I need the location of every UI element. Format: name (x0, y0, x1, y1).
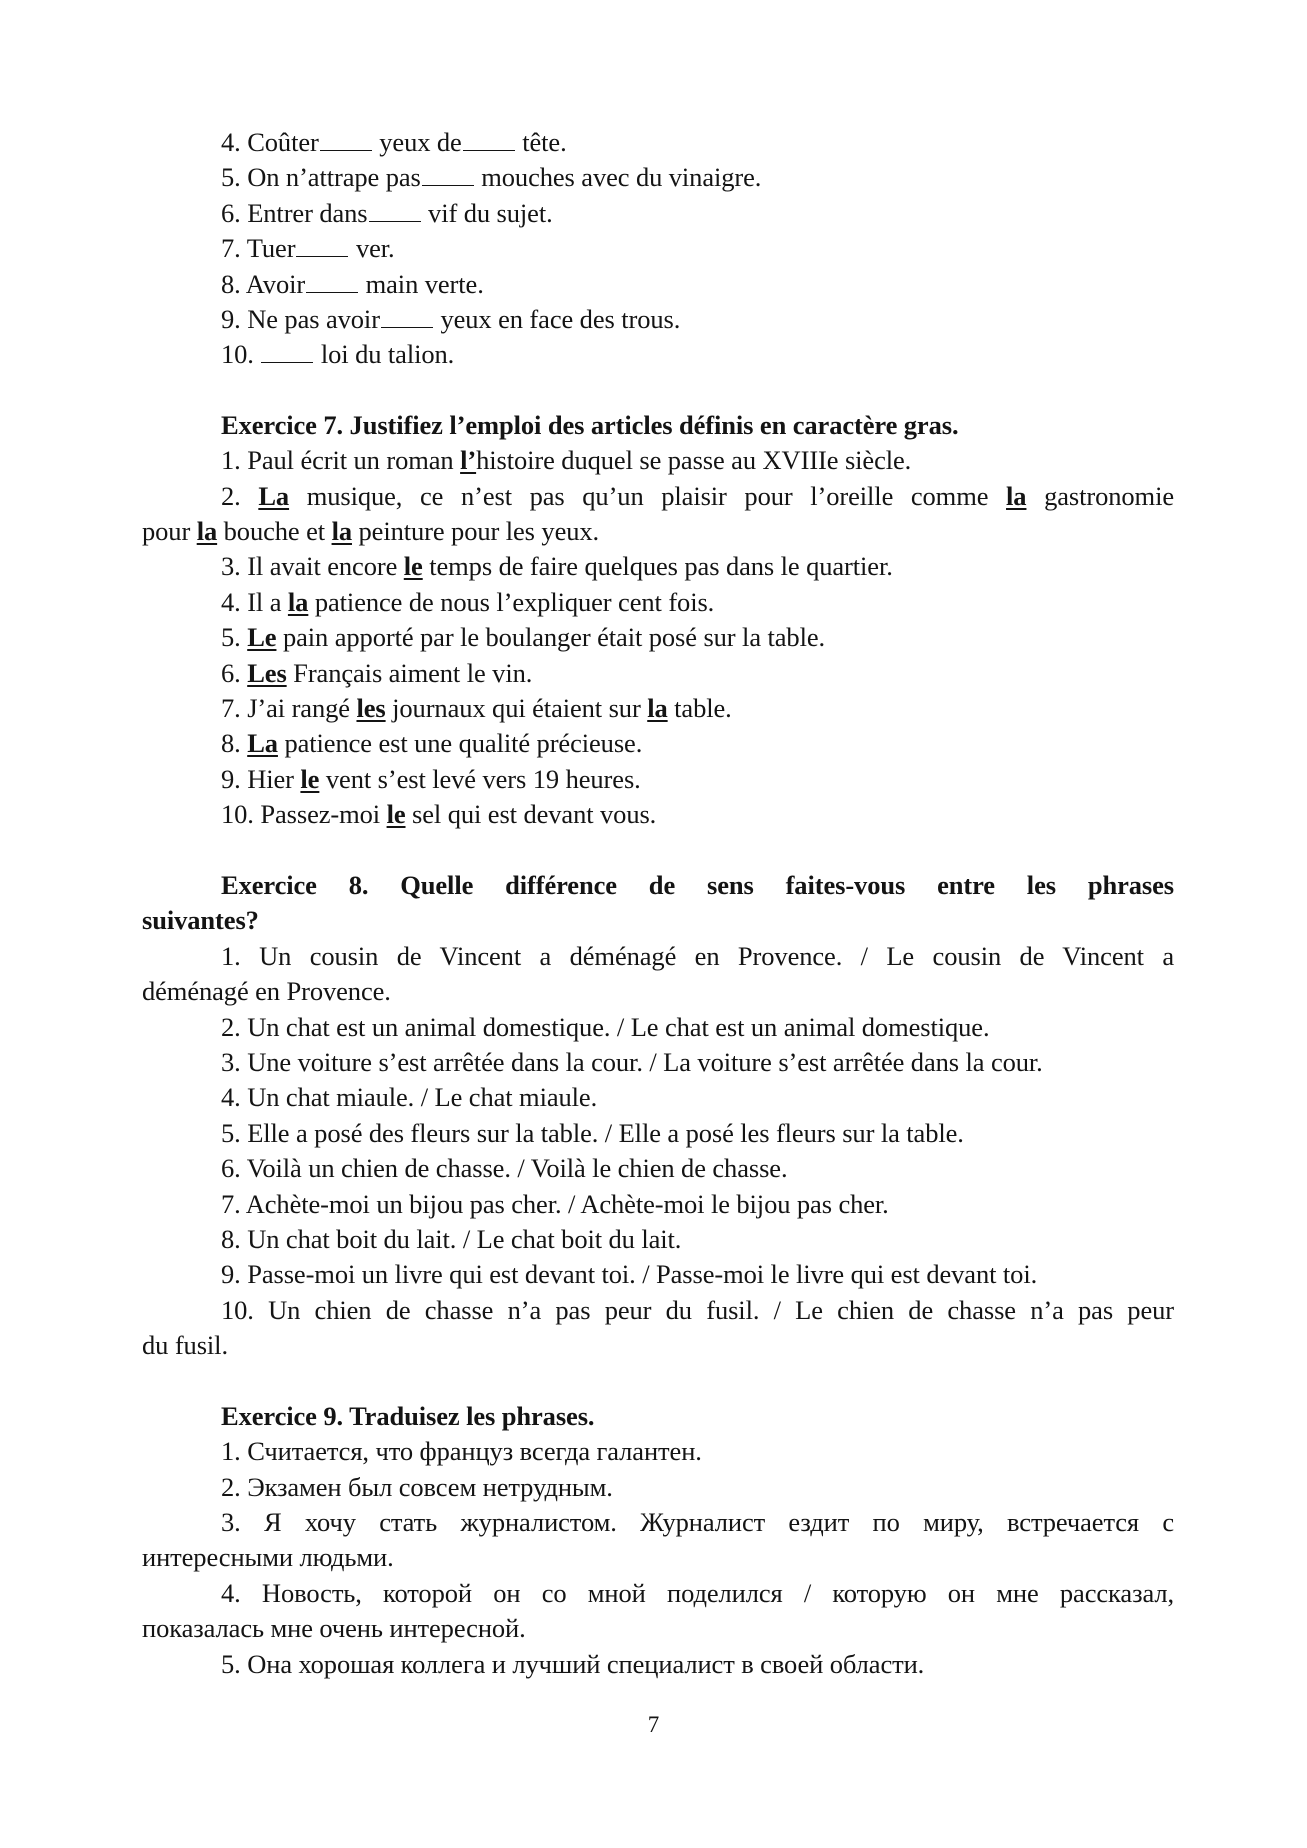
blank (320, 149, 372, 151)
ex9-item-4: 4. Новость, которой он со мной поделился / которую он мне рассказал, (221, 1578, 1174, 1608)
ex7-item-10: 10. Passez-moi le sel qui est devant vous. (221, 799, 657, 829)
ex8-item-2: 2. Un chat est un animal domestique. / Le chat est un animal domestique. (221, 1012, 990, 1042)
ex6-item-7: 7. Tuer ver. (221, 233, 395, 263)
ex7-item-1: 1. Paul écrit un roman l’histoire duquel se passe au XVIIIe siècle. (221, 445, 912, 475)
ex9-item-3-cont: интересными людьми. (142, 1542, 394, 1572)
ex7-item-4: 4. Il a la patience de nous l’expliquer cent fois. (221, 587, 715, 617)
ex7-item-5: 5. Le pain apporté par le boulanger était posé sur la table. (221, 622, 826, 652)
page-number: 7 (647, 1712, 660, 1737)
ex9-item-3: 3. Я хочу стать журналистом. Журналист ездит по миру, встречается с (221, 1507, 1174, 1537)
blank (306, 291, 358, 293)
ex8-item-4: 4. Un chat miaule. / Le chat miaule. (221, 1082, 598, 1112)
ex8-item-10: 10. Un chien de chasse n’a pas peur du fusil. / Le chien de chasse n’a pas peur (221, 1295, 1174, 1325)
ex9-item-5: 5. Она хорошая коллега и лучший специалист в своей области. (221, 1649, 925, 1679)
ex7-item-8: 8. La patience est une qualité précieuse. (221, 728, 643, 758)
ex6-item-9: 9. Ne pas avoir yeux en face des trous. (221, 304, 681, 334)
ex6-item-10: 10. loi du talion. (221, 339, 455, 369)
ex8-item-8: 8. Un chat boit du lait. / Le chat boit du lait. (221, 1224, 682, 1254)
ex8-item-3: 3. Une voiture s’est arrêtée dans la cour. / La voiture s’est arrêtée dans la cour. (221, 1047, 1043, 1077)
ex8-item-5: 5. Elle a posé des fleurs sur la table. / Elle a posé les fleurs sur la table. (221, 1118, 964, 1148)
ex8-title: Exercice 8. Quelle différence de sens faites-vous entre les phrases (221, 870, 1174, 900)
ex8-item-6: 6. Voilà un chien de chasse. / Voilà le chien de chasse. (221, 1153, 788, 1183)
ex9-title: Exercice 9. Traduisez les phrases. (221, 1401, 595, 1431)
blank (463, 149, 515, 151)
ex8-item-1-cont: déménagé en Provence. (142, 976, 391, 1006)
ex7-item-6: 6. Les Français aiment le vin. (221, 658, 533, 688)
ex7-item-3: 3. Il avait encore le temps de faire quelques pas dans le quartier. (221, 551, 893, 581)
blank (296, 255, 348, 257)
ex9-item-1: 1. Считается, что француз всегда галантен. (221, 1436, 702, 1466)
ex8-item-1: 1. Un cousin de Vincent a déménagé en Provence. / Le cousin de Vincent a (221, 941, 1174, 971)
ex7-title: Exercice 7. Justifiez l’emploi des articles définis en caractère gras. (221, 410, 959, 440)
ex7-item-9: 9. Hier le vent s’est levé vers 19 heures. (221, 764, 641, 794)
ex8-item-10-cont: du fusil. (142, 1330, 228, 1360)
ex6-item-8: 8. Avoir main verte. (221, 269, 484, 299)
ex6-item-4: 4. Coûter yeux de tête. (221, 127, 567, 157)
ex6-item-6: 6. Entrer dans vif du sujet. (221, 198, 553, 228)
blank (261, 361, 313, 363)
ex7-item-2: 2. La musique, ce n’est pas qu’un plaisir pour l’oreille comme la gastronomie (221, 481, 1174, 511)
ex8-item-7: 7. Achète-moi un bijou pas cher. / Achète-moi le bijou pas cher. (221, 1189, 889, 1219)
ex7-item-7: 7. J’ai rangé les journaux qui étaient sur la table. (221, 693, 732, 723)
blank (381, 326, 433, 328)
ex8-title-cont: suivantes? (142, 905, 259, 935)
ex6-item-5: 5. On n’attrape pas mouches avec du vinaigre. (221, 162, 762, 192)
blank (369, 220, 421, 222)
ex9-item-2: 2. Экзамен был совсем нетрудным. (221, 1472, 613, 1502)
ex8-item-9: 9. Passe-moi un livre qui est devant toi. / Passe-moi le livre qui est devant toi. (221, 1259, 1038, 1289)
ex7-item-2-cont: pour la bouche et la peinture pour les yeux. (142, 516, 600, 546)
ex9-item-4-cont: показалась мне очень интересной. (142, 1613, 526, 1643)
blank (422, 184, 474, 186)
